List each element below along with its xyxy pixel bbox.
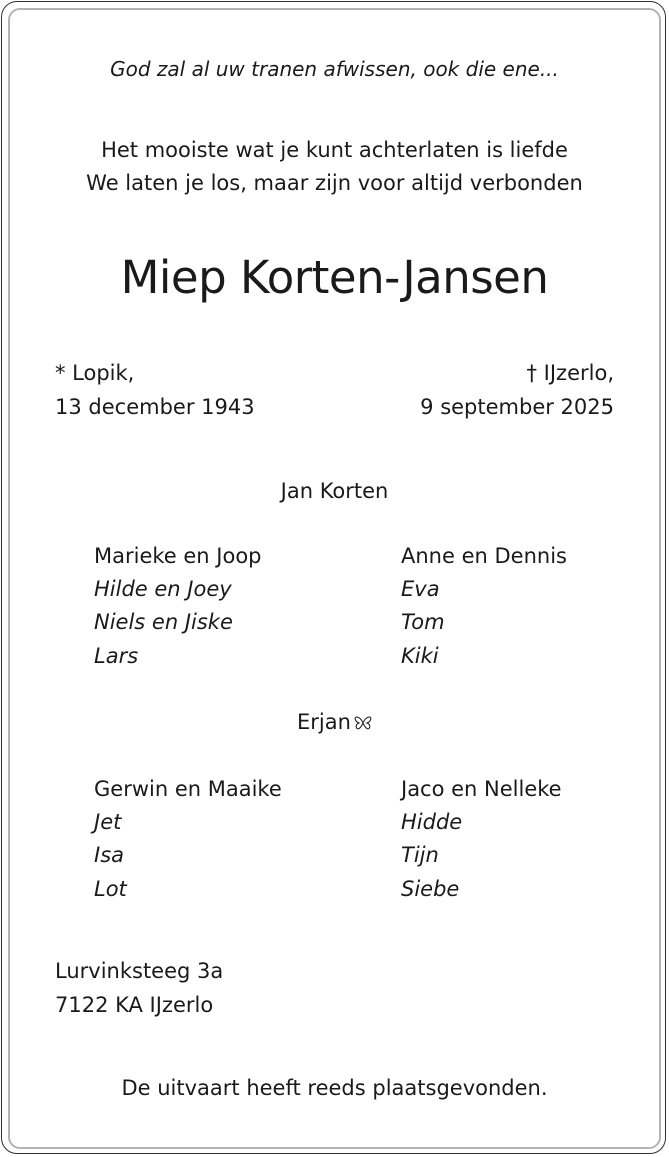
- family-1-right-child: Kiki: [401, 644, 439, 668]
- family-2-left-child: Lot: [94, 877, 127, 901]
- family-2-right-parents: Jaco en Nelleke: [401, 777, 562, 801]
- birth-date: 13 december 1943: [55, 395, 255, 419]
- family-2-left-parents: Gerwin en Maaike: [94, 777, 282, 801]
- death-date: 9 september 2025: [420, 395, 614, 419]
- spouse-name: Jan Korten: [280, 479, 389, 503]
- deceased-child: [0, 709, 669, 737]
- family-2-right-child: Hidde: [401, 810, 463, 834]
- family-1-left-child: Hilde en Joey: [94, 577, 232, 601]
- motto-line-1: Het mooiste wat je kunt achterlaten is liefde: [101, 138, 568, 162]
- family-2-right-child: Siebe: [401, 877, 460, 901]
- address-street: Lurvinksteeg 3a: [55, 959, 224, 983]
- deceased-child-name: Erjan: [297, 710, 351, 734]
- family-1-left-parents: Marieke en Joop: [94, 544, 262, 568]
- family-1-right-child: Eva: [401, 577, 440, 601]
- bible-verse: God zal al uw tranen afwissen, ook die ene...: [110, 57, 559, 81]
- death-place: † IJzerlo,: [526, 361, 614, 385]
- family-2-left-child: Jet: [94, 810, 122, 834]
- address-postal-city: 7122 KA IJzerlo: [55, 993, 214, 1017]
- motto-line-2: We laten je los, maar zijn voor altijd verbonden: [86, 171, 583, 195]
- birth-place: * Lopik,: [55, 361, 135, 385]
- family-1-right-child: Tom: [401, 610, 445, 634]
- family-2-left-child: Isa: [94, 843, 125, 867]
- family-1-right-parents: Anne en Dennis: [401, 544, 567, 568]
- closing-note: De uitvaart heeft reeds plaatsgevonden.: [121, 1076, 548, 1100]
- family-1-left-child: Lars: [94, 644, 139, 668]
- family-1-left-child: Niels en Jiske: [94, 610, 233, 634]
- family-2-right-child: Tijn: [401, 843, 439, 867]
- deceased-name: Miep Korten-Jansen: [120, 251, 549, 304]
- butterfly-icon: [354, 711, 372, 737]
